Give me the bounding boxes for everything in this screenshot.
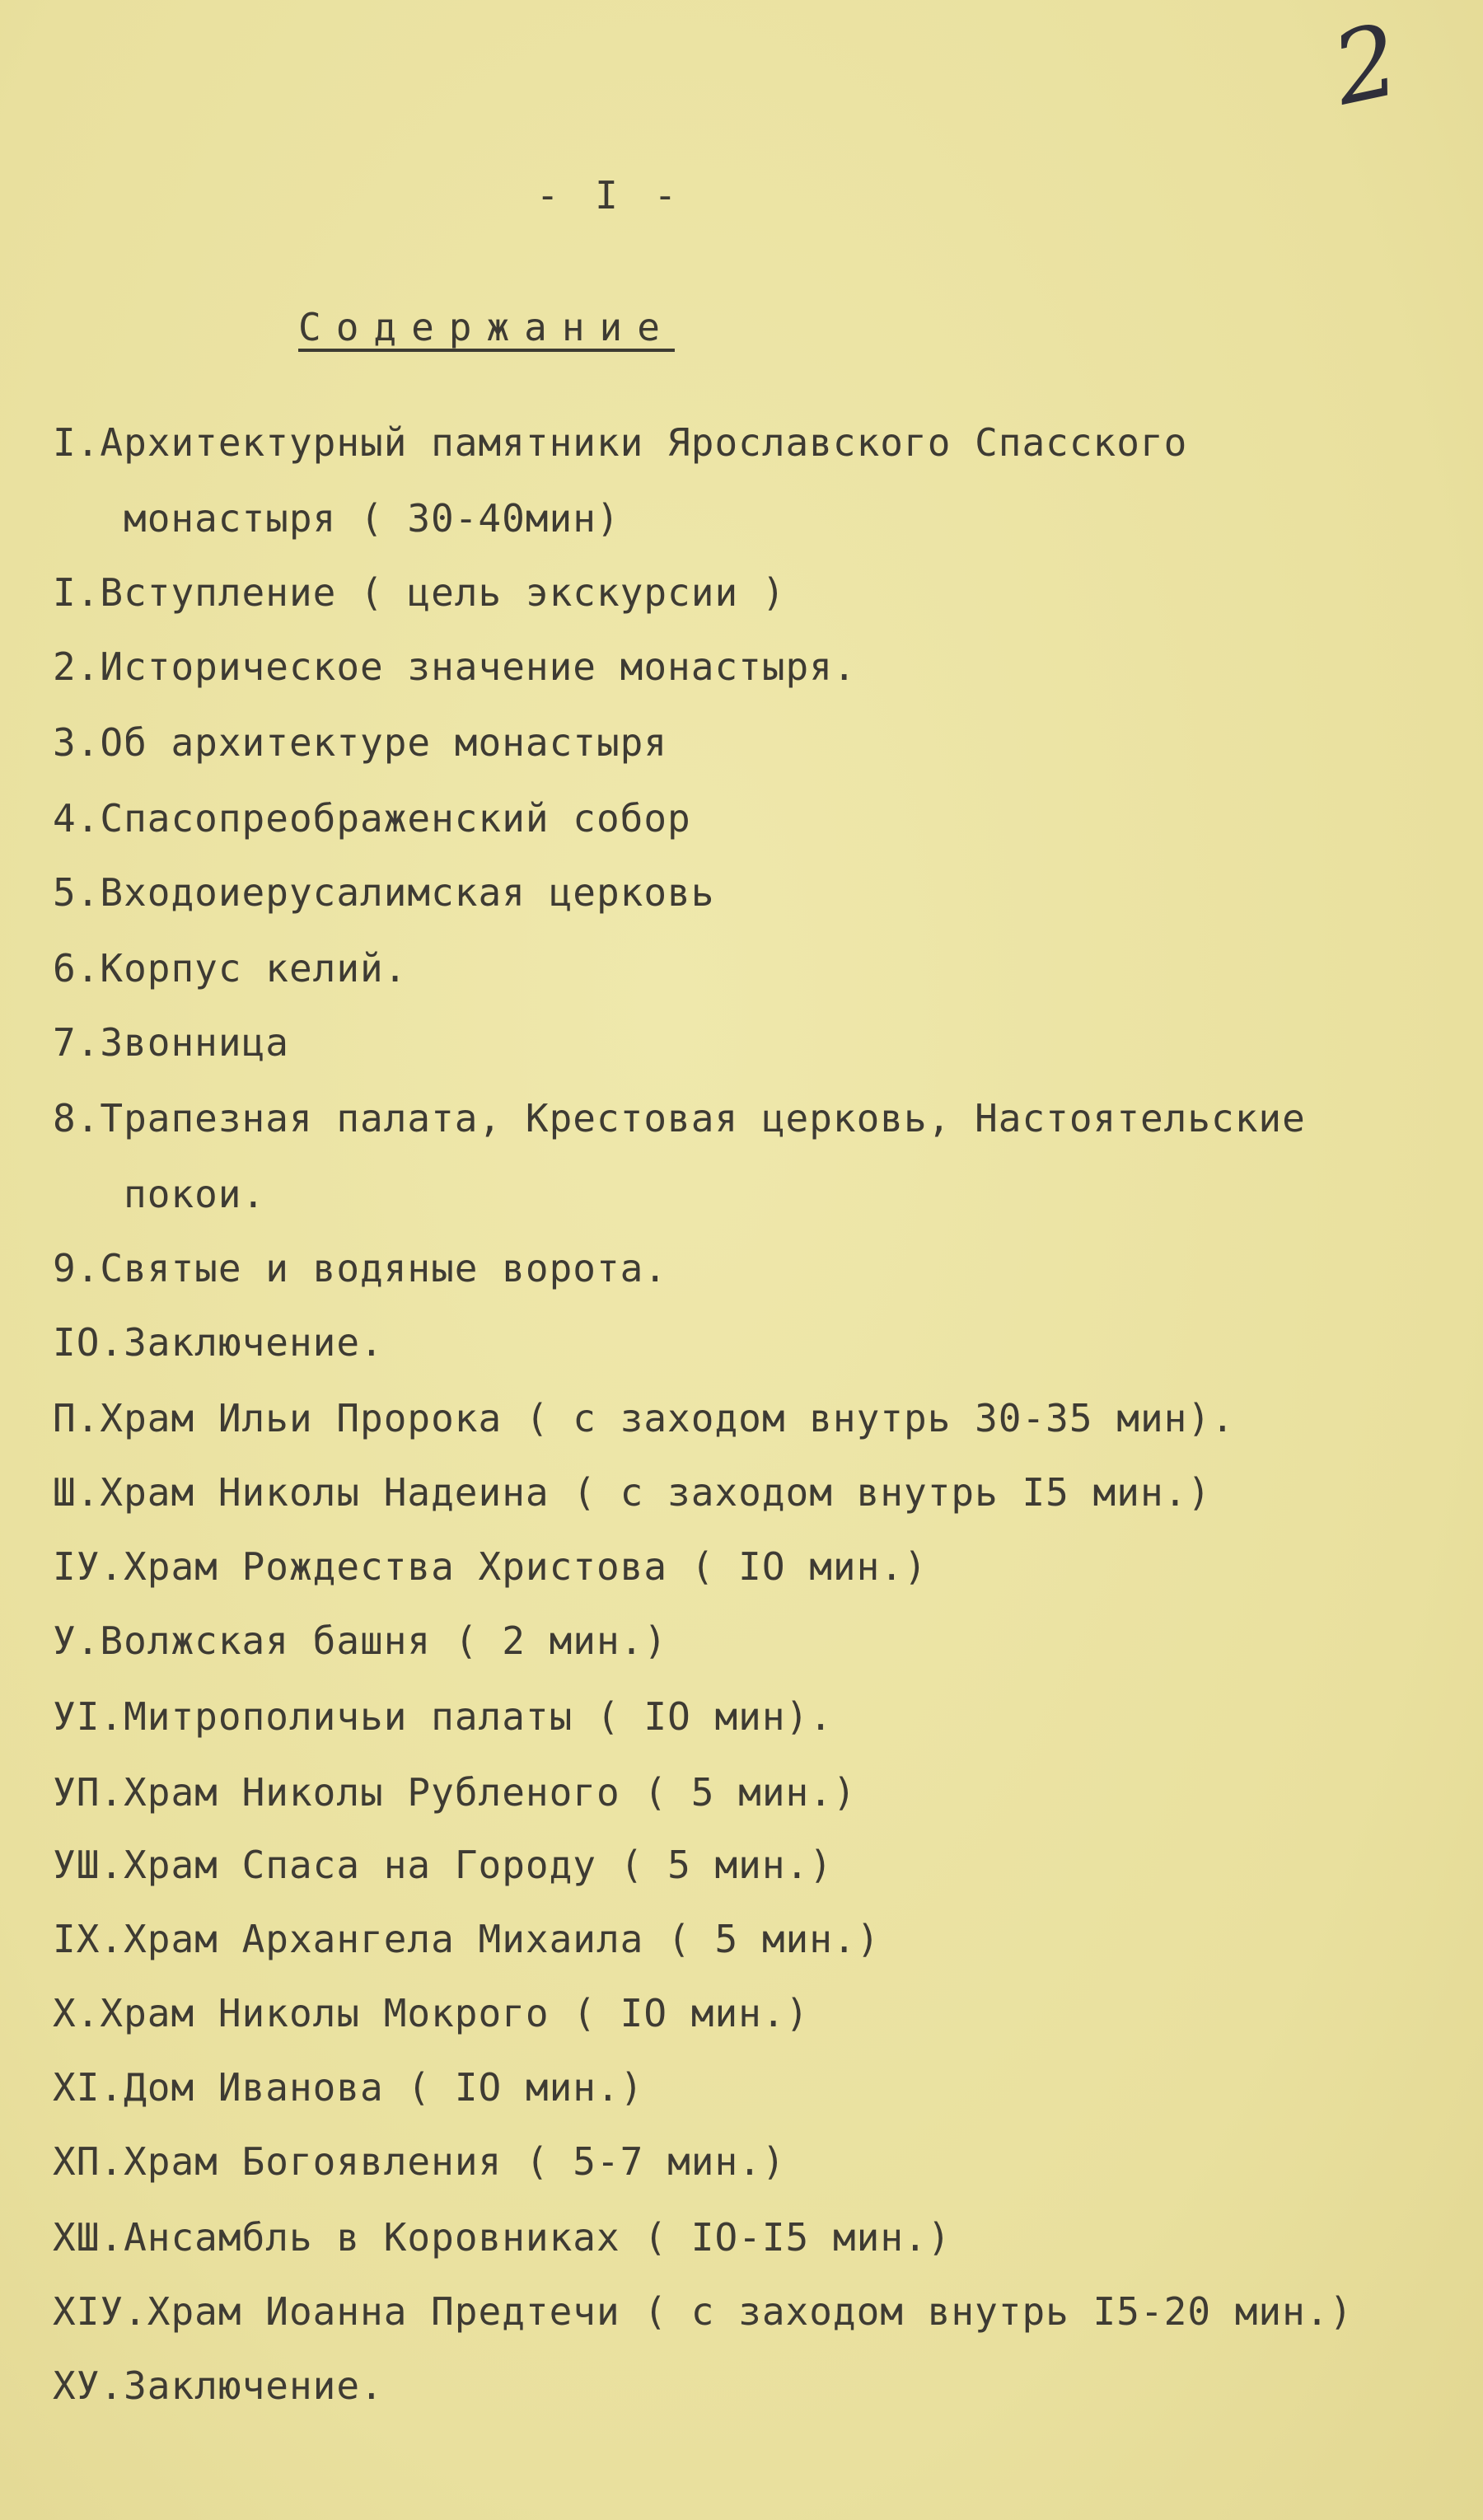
contents-item <box>53 1020 289 1065</box>
contents-item <box>53 1544 928 1589</box>
contents-item-text: Храм Ильи Пророка ( с заходом внутрь 30-35 мин). <box>100 1396 1235 1440</box>
contents-item-text: Заключение. <box>124 1320 384 1365</box>
contents-item-text: Храм Архангела Михаила ( 5 мин.) <box>124 1917 881 1961</box>
contents-item-number: УШ. <box>53 1843 124 1887</box>
contents-heading: Содержание <box>298 305 675 349</box>
contents-item-text: монастыря ( 30-40мин) <box>124 496 620 541</box>
page-number: - I - <box>536 173 684 218</box>
contents-item-number: XП. <box>53 2139 124 2184</box>
contents-item-text: Вступление ( цель экскурсии ) <box>100 570 786 615</box>
contents-item <box>53 1917 880 1961</box>
contents-item-number: Ш. <box>53 1470 101 1515</box>
contents-item-number: П. <box>53 1396 101 1440</box>
contents-item-text: Входоиерусалимская церковь <box>100 870 715 915</box>
contents-item <box>124 496 620 541</box>
contents-item <box>53 1991 809 2035</box>
contents-item-number: I. <box>53 420 101 465</box>
contents-item-number: 6. <box>53 946 101 991</box>
contents-item-text: Дом Иванова ( IO мин.) <box>124 2065 644 2110</box>
contents-item-number: IУ. <box>53 1544 124 1589</box>
contents-item-text: Трапезная палата, Крестовая церковь, Настоятельские <box>100 1096 1306 1141</box>
contents-item-number: 4. <box>53 796 101 841</box>
contents-item <box>53 1843 833 1887</box>
contents-item <box>53 1694 833 1739</box>
contents-item-text: Митрополичьи палаты ( IO мин). <box>124 1694 833 1739</box>
corner-handwritten-mark: 2 <box>1323 2 1409 129</box>
contents-item-number: 5. <box>53 870 101 915</box>
contents-item-text: Храм Николы Мокрого ( IO мин.) <box>100 1991 810 2035</box>
contents-item-text: Храм Николы Рубленого ( 5 мин.) <box>124 1770 857 1815</box>
contents-item <box>53 1618 667 1663</box>
contents-item-number: 7. <box>53 1020 101 1065</box>
contents-item-text: Заключение. <box>124 2363 384 2408</box>
contents-item-text: Спасопреображенский собор <box>100 796 691 841</box>
contents-item-text: Ансамбль в Коровниках ( IO-I5 мин.) <box>124 2215 952 2260</box>
contents-item <box>124 1172 265 1216</box>
contents-item-number: I. <box>53 570 101 615</box>
contents-item <box>53 1246 667 1290</box>
contents-item-text: Архитектурный памятники Ярославского Спасского <box>100 420 1188 465</box>
contents-item <box>53 2289 1353 2334</box>
contents-item <box>53 1320 384 1365</box>
contents-item-number: IO. <box>53 1320 124 1365</box>
contents-item-number: X. <box>53 1991 101 2035</box>
contents-item-number: IX. <box>53 1917 124 1961</box>
contents-item-text: Звонница <box>100 1020 289 1065</box>
contents-item <box>53 2065 643 2110</box>
contents-item <box>53 946 407 991</box>
contents-item-text: покои. <box>124 1172 266 1216</box>
contents-item-number: У. <box>53 1618 101 1663</box>
contents-item-number: 3. <box>53 720 101 765</box>
contents-item-text: Храм Спаса на Городу ( 5 мин.) <box>124 1843 833 1887</box>
contents-item-text: Храм Рождества Христова ( IO мин.) <box>124 1544 928 1589</box>
contents-item-text: Историческое значение монастыря. <box>100 644 857 689</box>
contents-item-text: Храм Николы Надеина ( с заходом внутрь I5 мин.) <box>100 1470 1212 1515</box>
contents-item <box>53 2139 786 2184</box>
contents-item-text: Храм Богоявления ( 5-7 мин.) <box>124 2139 786 2184</box>
contents-item-text: Корпус келий. <box>100 946 408 991</box>
contents-item-number: XШ. <box>53 2215 124 2260</box>
contents-item-text: Святые и водяные ворота. <box>100 1246 668 1290</box>
contents-item <box>53 870 714 915</box>
contents-item-number: 2. <box>53 644 101 689</box>
contents-item <box>53 644 857 689</box>
contents-item-text: Об архитектуре монастыря <box>100 720 668 765</box>
contents-item-text: Храм Иоанна Предтечи ( с заходом внутрь I5-20 мин.) <box>147 2289 1354 2334</box>
contents-item <box>53 720 667 765</box>
contents-item-number: XI. <box>53 2065 124 2110</box>
contents-item-number: XУ. <box>53 2363 124 2408</box>
contents-item <box>53 1096 1306 1141</box>
contents-item-number: 9. <box>53 1246 101 1290</box>
contents-item <box>53 1770 857 1815</box>
contents-item <box>53 570 786 615</box>
contents-item <box>53 1470 1211 1515</box>
contents-item-number: УП. <box>53 1770 124 1815</box>
contents-item <box>53 1396 1235 1440</box>
contents-item-number: УI. <box>53 1694 124 1739</box>
contents-item <box>53 796 691 841</box>
contents-item-number: 8. <box>53 1096 101 1141</box>
contents-item <box>53 2363 384 2408</box>
contents-item <box>53 420 1187 465</box>
contents-item <box>53 2215 951 2260</box>
contents-item-text: Волжская башня ( 2 мин.) <box>100 1618 668 1663</box>
contents-item-number: XIУ. <box>53 2289 147 2334</box>
